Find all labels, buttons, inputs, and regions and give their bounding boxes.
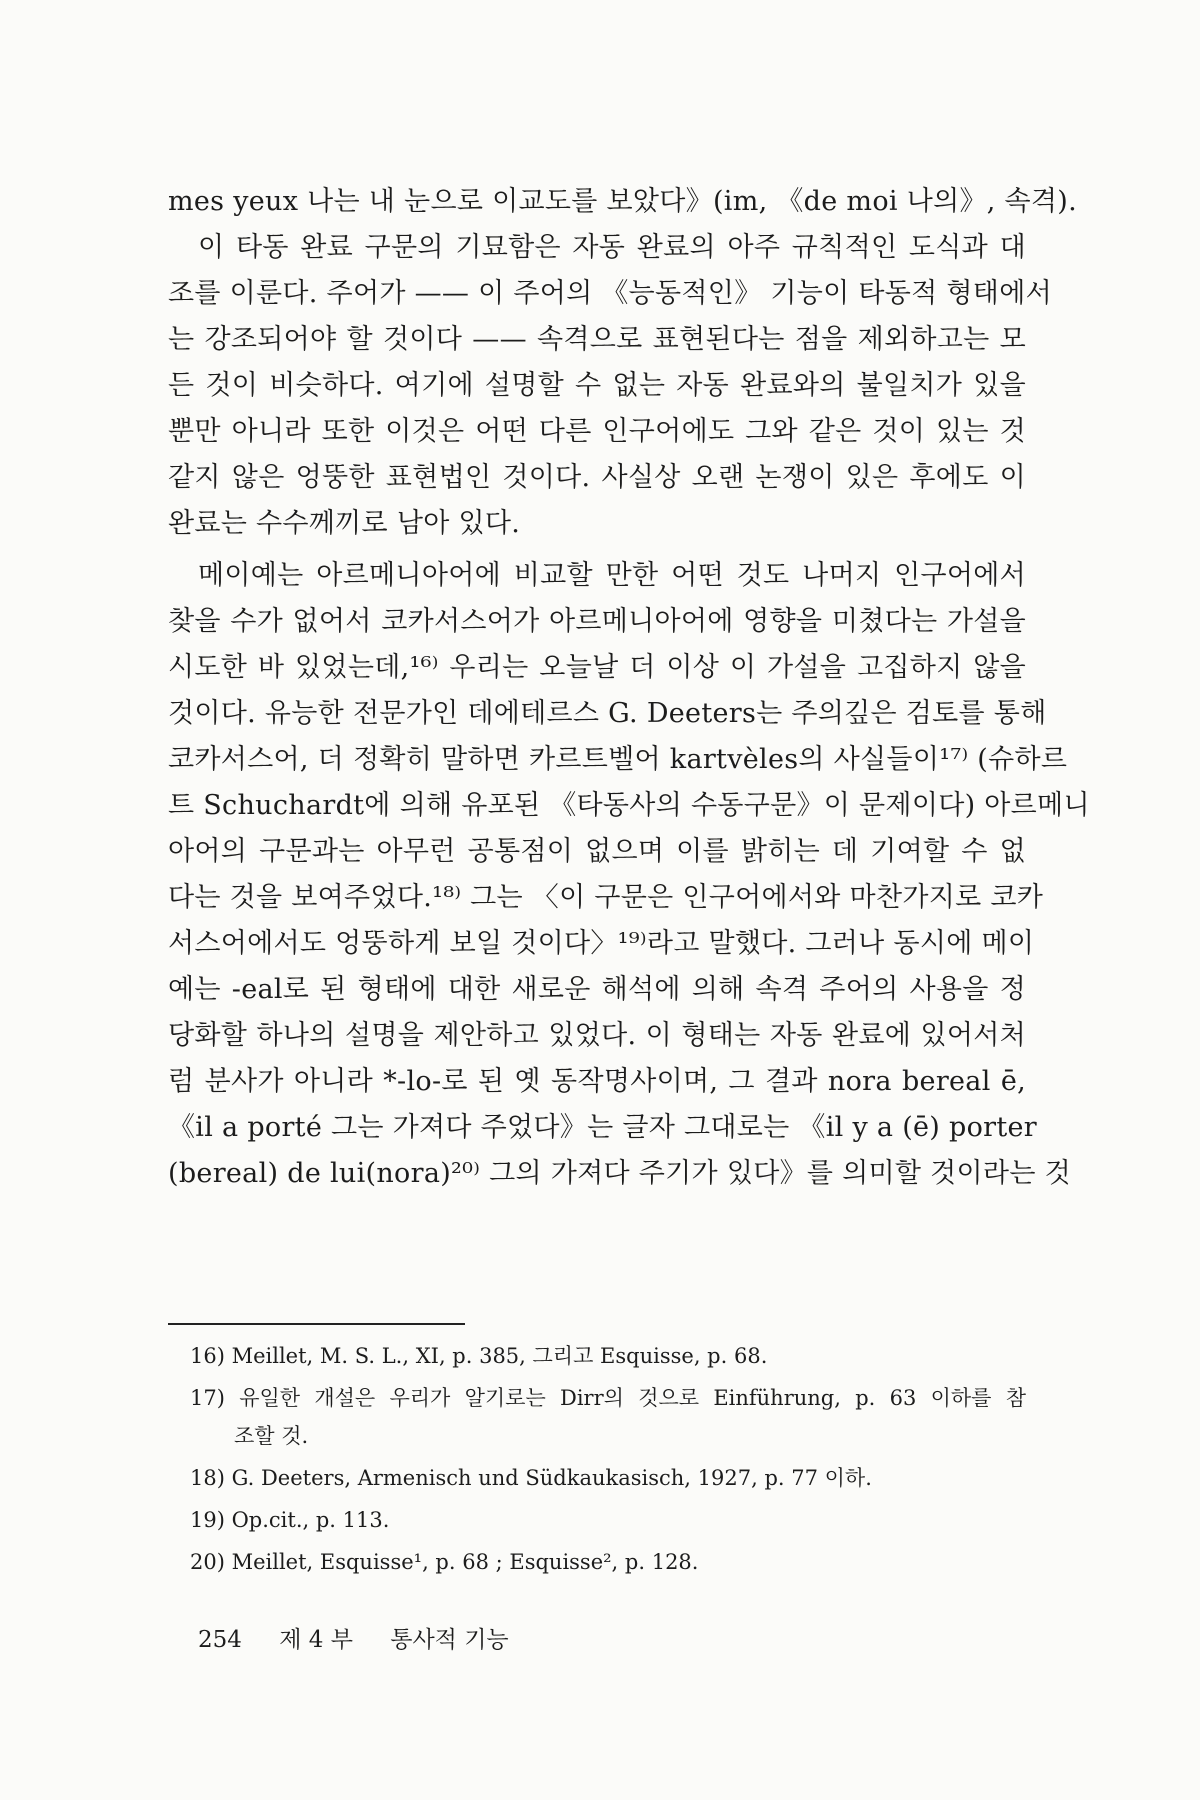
body-line-6: 뿐만 아니라 또한 이것은 어떤 다른 인구어에도 그와 같은 것이 있는 것 <box>168 416 1026 447</box>
body-line-7: 같지 않은 엉뚱한 표현법인 것이다. 사실상 오랜 논쟁이 있은 후에도 이 <box>168 462 1026 493</box>
body-line-11: 시도한 바 있었는데,¹⁶⁾ 우리는 오늘날 더 이상 이 가설을 고집하지 않을 <box>168 652 1026 683</box>
body-line-8: 완료는 수수께끼로 남아 있다. <box>168 508 521 539</box>
footnote-17-continued: 조할 것. <box>234 1424 309 1448</box>
footnote-19: 19) Op.cit., p. 113. <box>190 1508 390 1532</box>
body-line-16: 다는 것을 보여주었다.¹⁸⁾ 그는 〈이 구문은 인구어에서와 마찬가지로 코카 <box>168 882 1044 913</box>
running-section: 통사적 기능 <box>390 1627 509 1653</box>
footnote-18: 18) G. Deeters, Armenisch und Südkaukasisch, 1927, p. 77 이하. <box>190 1466 872 1490</box>
body-line-15: 아어의 구문과는 아무런 공통점이 없으며 이를 밝히는 데 기여할 수 없 <box>168 836 1026 867</box>
body-line-5: 든 것이 비슷하다. 여기에 설명할 수 없는 자동 완료와의 불일치가 있을 <box>168 370 1026 401</box>
body-line-10: 찾을 수가 없어서 코카서스어가 아르메니아어에 영향을 미쳤다는 가설을 <box>168 606 1026 637</box>
footnote-16: 16) Meillet, M. S. L., XI, p. 385, 그리고 Esquisse, p. 68. <box>190 1344 768 1368</box>
page-footer <box>198 1620 539 1660</box>
body-line-3: 조를 이룬다. 주어가 —— 이 주어의 《능동적인》 기능이 타동적 형태에서 <box>168 278 1052 309</box>
footnote-20: 20) Meillet, Esquisse¹, p. 68 ; Esquisse², p. 128. <box>190 1550 699 1574</box>
body-line-19: 당화할 하나의 설명을 제안하고 있었다. 이 형태는 자동 완료에 있어서처 <box>168 1020 1026 1051</box>
body-line-13: 코카서스어, 더 정확히 말하면 카르트벨어 kartvèles의 사실들이¹⁷⁾ (슈하르 <box>168 744 1068 775</box>
body-line-17: 서스어에서도 엉뚱하게 보일 것이다〉¹⁹⁾라고 말했다. 그러나 동시에 메이 <box>168 928 1035 959</box>
footnote-separator <box>168 1323 465 1325</box>
running-part: 제 4 부 <box>279 1627 353 1653</box>
footnote-17: 17) 유일한 개설은 우리가 알기로는 Dirr의 것으로 Einführung, p. 63 이하를 참 <box>190 1386 1026 1410</box>
body-line-2: 이 타동 완료 구문의 기묘함은 자동 완료의 아주 규칙적인 도식과 대 <box>198 232 1026 263</box>
body-line-12: 것이다. 유능한 전문가인 데에테르스 G. Deeters는 주의깊은 검토를 통해 <box>168 698 1047 729</box>
body-line-14: 트 Schuchardt에 의해 유포된 《타동사의 수동구문》이 문제이다) 아르메니 <box>168 790 1090 821</box>
body-line-1: mes yeux 나는 내 눈으로 이교도를 보았다》(im, 《de moi 나의》, 속격). <box>168 186 1078 217</box>
body-line-4: 는 강조되어야 할 것이다 —— 속격으로 표현된다는 점을 제외하고는 모 <box>168 324 1026 355</box>
body-line-22: (bereal) de lui(nora)²⁰⁾ 그의 가져다 주기가 있다》를 의미할 것이라는 것 <box>168 1158 1071 1189</box>
body-line-20: 럼 분사가 아니라 *-lo-로 된 옛 동작명사이며, 그 결과 nora bereal ē, <box>168 1066 1026 1097</box>
body-line-18: 예는 -eal로 된 형태에 대한 새로운 해석에 의해 속격 주어의 사용을 정 <box>168 974 1026 1005</box>
body-line-21: 《il a porté 그는 가져다 주었다》는 글자 그대로는 《il y a (ē) porter <box>168 1112 1038 1143</box>
page-number: 254 <box>198 1627 242 1653</box>
body-line-9: 메이예는 아르메니아어에 비교할 만한 어떤 것도 나머지 인구어에서 <box>198 560 1026 591</box>
